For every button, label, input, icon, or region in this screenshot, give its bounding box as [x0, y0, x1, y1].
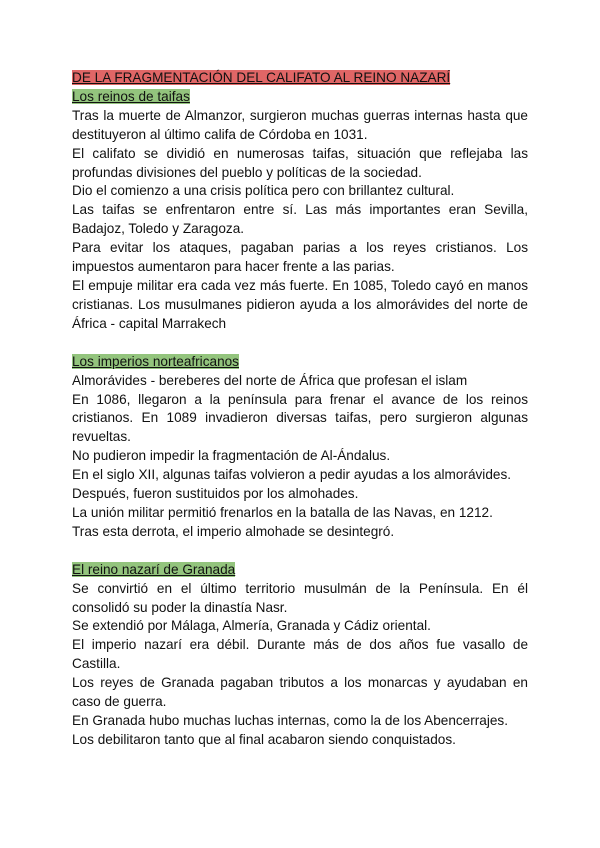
section-heading — [72, 353, 528, 372]
paragraph: Tras esta derrota, el imperio almohade se desintegró. — [72, 523, 395, 539]
section-heading-text: El reino nazarí de Granada — [72, 561, 236, 577]
section-heading — [72, 88, 528, 107]
paragraph: El califato se dividió en numerosas taifas, situación que reflejaba las profundas divisiones del pueblo y políticas de la sociedad. — [72, 145, 528, 180]
section-reino-nazari — [72, 561, 528, 750]
paragraph: Se convirtió en el último territorio musulmán de la Península. En él consolidó su poder la dinastía Nasr. — [72, 580, 528, 615]
section-heading-text: Los reinos de taifas — [72, 88, 190, 104]
section-heading — [72, 561, 528, 580]
document-body — [72, 69, 528, 750]
section-spacer — [72, 542, 528, 561]
paragraph: El empuje militar era cada vez más fuerte. En 1085, Toledo cayó en manos cristianas. Los musulmanes pidieron ayuda a los almorávides del norte de África - capital Marrakech — [72, 277, 528, 331]
section-reinos-de-taifas — [72, 88, 528, 334]
paragraph: En el siglo XII, algunas taifas volvieron a pedir ayudas a los almorávides. — [72, 467, 512, 483]
paragraph: Los reyes de Granada pagaban tributos a los monarcas y ayudaban en caso de guerra. — [72, 675, 528, 710]
paragraph: Para evitar los ataques, pagaban parias a los reyes cristianos. Los impuestos aumentaron para hacer frente a las parias. — [72, 240, 528, 275]
paragraph: Tras la muerte de Almanzor, surgieron muchas guerras internas hasta que destituyeron al último califa de Córdoba en 1031. — [72, 107, 528, 142]
section-imperios-norteafricanos — [72, 353, 528, 542]
paragraph: Se extendió por Málaga, Almería, Granada y Cádiz oriental. — [72, 618, 431, 634]
document-title — [72, 69, 528, 88]
paragraph: Las taifas se enfrentaron entre sí. Las más importantes eran Sevilla, Badajoz, Toledo y Zaragoza. — [72, 202, 528, 237]
paragraph: Dio el comienzo a una crisis política pero con brillantez cultural. — [72, 183, 455, 199]
paragraph: Almorávides - bereberes del norte de África que profesan el islam — [72, 372, 468, 388]
paragraph: La unión militar permitió frenarlos en la batalla de las Navas, en 1212. — [72, 504, 493, 520]
document-title-text: DE LA FRAGMENTACIÓN DEL CALIFATO AL REINO NAZARÍ — [72, 70, 451, 85]
paragraph: Después, fueron sustituidos por los almohades. — [72, 486, 359, 502]
paragraph: No pudieron impedir la fragmentación de Al-Ándalus. — [72, 448, 391, 464]
section-heading-text: Los imperios norteafricanos — [72, 353, 239, 369]
paragraph: Los debilitaron tanto que al final acabaron siendo conquistados. — [72, 731, 456, 747]
paragraph: En 1086, llegaron a la península para frenar el avance de los reinos cristianos. En 1089 invadieron diversas taifas, pero surgieron algunas revueltas. — [72, 391, 528, 445]
section-spacer — [72, 334, 528, 353]
paragraph: El imperio nazarí era débil. Durante más de dos años fue vasallo de Castilla. — [72, 637, 528, 672]
paragraph: En Granada hubo muchas luchas internas, como la de los Abencerrajes. — [72, 713, 509, 728]
